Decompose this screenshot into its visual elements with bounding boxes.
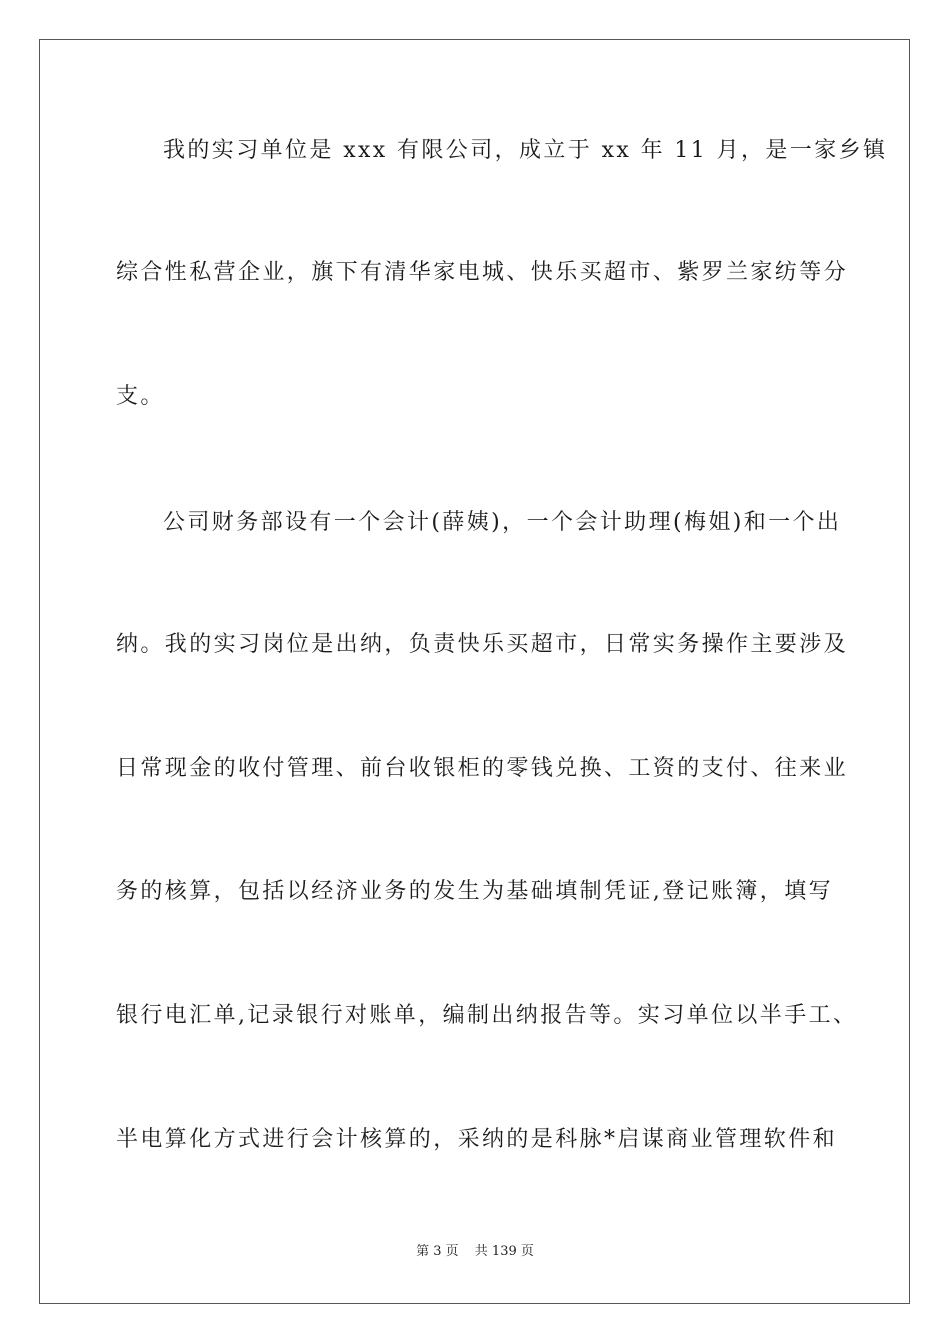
text-line-3: 支。 bbox=[116, 384, 165, 409]
text-line-8: 银行电汇单,记录银行对账单，编制出纳报告等。实习单位以半手工、 bbox=[116, 1003, 858, 1028]
text-line-4: 公司财务部设有一个会计(薛姨)，一个会计助理(梅姐)和一个出 bbox=[163, 510, 842, 535]
text-line-7: 务的核算，包括以经济业务的发生为基础填制凭证,登记账簿，填写 bbox=[116, 879, 833, 904]
text-line-5: 纳。我的实习岗位是出纳，负责快乐买超市，日常实务操作主要涉及 bbox=[116, 632, 849, 657]
page-total: 共 139 页 bbox=[474, 1244, 534, 1259]
text-line-6: 日常现金的收付管理、前台收银柜的零钱兑换、工资的支付、往来业 bbox=[116, 756, 849, 781]
page-number: 第 3 页 bbox=[416, 1244, 459, 1259]
page-footer bbox=[0, 1240, 950, 1259]
text-line-2: 综合性私营企业，旗下有清华家电城、快乐买超市、紫罗兰家纺等分 bbox=[116, 260, 849, 285]
text-line-1: 我的实习单位是 xxx 有限公司，成立于 xx 年 11 月，是一家乡镇 bbox=[163, 138, 888, 163]
page-border bbox=[39, 39, 910, 1304]
text-line-9: 半电算化方式进行会计核算的，采纳的是科脉*启谋商业管理软件和 bbox=[116, 1127, 838, 1152]
